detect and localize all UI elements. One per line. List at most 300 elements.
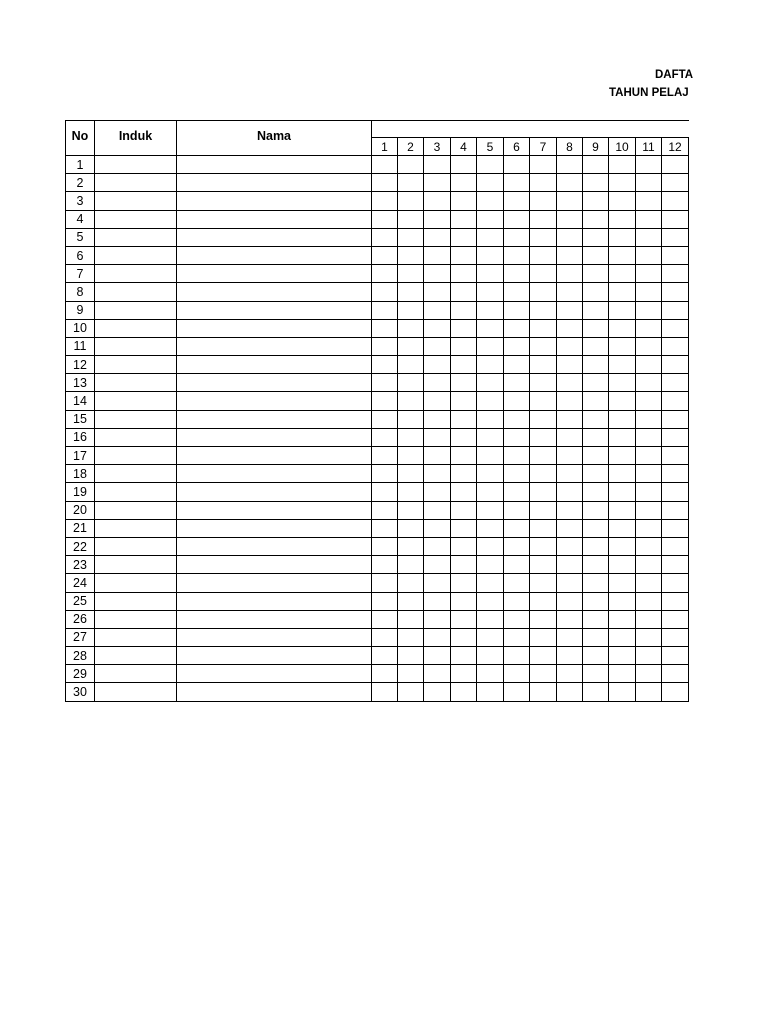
attendance-cell[interactable] [372,265,398,283]
attendance-cell[interactable] [504,665,530,683]
attendance-cell[interactable] [424,356,451,374]
attendance-cell[interactable] [398,301,424,319]
attendance-cell[interactable] [424,192,451,210]
attendance-cell[interactable] [636,665,662,683]
attendance-cell[interactable] [530,665,557,683]
attendance-cell[interactable] [477,156,504,174]
attendance-cell[interactable] [609,356,636,374]
attendance-cell[interactable] [583,574,609,592]
attendance-cell[interactable] [424,556,451,574]
nama-cell[interactable] [177,374,372,392]
attendance-cell[interactable] [583,519,609,537]
attendance-cell[interactable] [398,610,424,628]
attendance-cell[interactable] [583,337,609,355]
attendance-cell[interactable] [557,519,583,537]
attendance-cell[interactable] [662,228,689,246]
attendance-cell[interactable] [398,410,424,428]
attendance-cell[interactable] [636,610,662,628]
attendance-cell[interactable] [609,665,636,683]
nama-cell[interactable] [177,410,372,428]
attendance-cell[interactable] [530,337,557,355]
attendance-cell[interactable] [609,156,636,174]
induk-cell[interactable] [95,265,177,283]
attendance-cell[interactable] [424,210,451,228]
attendance-cell[interactable] [530,610,557,628]
attendance-cell[interactable] [372,665,398,683]
attendance-cell[interactable] [530,428,557,446]
attendance-cell[interactable] [557,319,583,337]
attendance-cell[interactable] [557,647,583,665]
nama-cell[interactable] [177,683,372,701]
attendance-cell[interactable] [451,519,477,537]
attendance-cell[interactable] [557,265,583,283]
attendance-cell[interactable] [424,574,451,592]
attendance-cell[interactable] [530,447,557,465]
attendance-cell[interactable] [662,392,689,410]
attendance-cell[interactable] [451,174,477,192]
attendance-cell[interactable] [583,265,609,283]
induk-cell[interactable] [95,283,177,301]
attendance-cell[interactable] [583,465,609,483]
attendance-cell[interactable] [530,301,557,319]
induk-cell[interactable] [95,392,177,410]
attendance-cell[interactable] [530,392,557,410]
attendance-cell[interactable] [504,210,530,228]
attendance-cell[interactable] [662,246,689,264]
attendance-cell[interactable] [609,465,636,483]
induk-cell[interactable] [95,483,177,501]
attendance-cell[interactable] [398,246,424,264]
induk-cell[interactable] [95,374,177,392]
attendance-cell[interactable] [424,628,451,646]
attendance-cell[interactable] [609,319,636,337]
attendance-cell[interactable] [662,337,689,355]
induk-cell[interactable] [95,301,177,319]
attendance-cell[interactable] [557,592,583,610]
attendance-cell[interactable] [398,556,424,574]
attendance-cell[interactable] [636,628,662,646]
attendance-cell[interactable] [504,447,530,465]
attendance-cell[interactable] [583,319,609,337]
attendance-cell[interactable] [609,301,636,319]
nama-cell[interactable] [177,228,372,246]
nama-cell[interactable] [177,210,372,228]
attendance-cell[interactable] [451,483,477,501]
attendance-cell[interactable] [451,374,477,392]
attendance-cell[interactable] [424,301,451,319]
nama-cell[interactable] [177,647,372,665]
attendance-cell[interactable] [583,374,609,392]
attendance-cell[interactable] [451,392,477,410]
attendance-cell[interactable] [504,392,530,410]
attendance-cell[interactable] [583,447,609,465]
attendance-cell[interactable] [636,283,662,301]
attendance-cell[interactable] [557,392,583,410]
induk-cell[interactable] [95,174,177,192]
induk-cell[interactable] [95,610,177,628]
attendance-cell[interactable] [398,392,424,410]
attendance-cell[interactable] [557,283,583,301]
attendance-cell[interactable] [398,156,424,174]
attendance-cell[interactable] [609,174,636,192]
attendance-cell[interactable] [636,519,662,537]
attendance-cell[interactable] [530,683,557,701]
attendance-cell[interactable] [530,501,557,519]
attendance-cell[interactable] [609,410,636,428]
attendance-cell[interactable] [451,301,477,319]
attendance-cell[interactable] [557,628,583,646]
attendance-cell[interactable] [583,283,609,301]
attendance-cell[interactable] [424,392,451,410]
attendance-cell[interactable] [636,410,662,428]
attendance-cell[interactable] [451,683,477,701]
attendance-cell[interactable] [477,537,504,555]
attendance-cell[interactable] [451,210,477,228]
attendance-cell[interactable] [636,501,662,519]
attendance-cell[interactable] [662,156,689,174]
induk-cell[interactable] [95,156,177,174]
attendance-cell[interactable] [636,447,662,465]
attendance-cell[interactable] [372,428,398,446]
attendance-cell[interactable] [530,265,557,283]
attendance-cell[interactable] [372,683,398,701]
induk-cell[interactable] [95,447,177,465]
attendance-cell[interactable] [424,228,451,246]
nama-cell[interactable] [177,628,372,646]
attendance-cell[interactable] [530,465,557,483]
attendance-cell[interactable] [504,556,530,574]
attendance-cell[interactable] [609,447,636,465]
attendance-cell[interactable] [504,410,530,428]
attendance-cell[interactable] [583,156,609,174]
attendance-cell[interactable] [583,210,609,228]
attendance-cell[interactable] [477,337,504,355]
attendance-cell[interactable] [583,610,609,628]
attendance-cell[interactable] [372,156,398,174]
attendance-cell[interactable] [662,374,689,392]
attendance-cell[interactable] [662,174,689,192]
attendance-cell[interactable] [662,519,689,537]
attendance-cell[interactable] [636,301,662,319]
attendance-cell[interactable] [477,647,504,665]
attendance-cell[interactable] [477,374,504,392]
induk-cell[interactable] [95,465,177,483]
attendance-cell[interactable] [662,301,689,319]
attendance-cell[interactable] [609,483,636,501]
attendance-cell[interactable] [398,337,424,355]
nama-cell[interactable] [177,610,372,628]
attendance-cell[interactable] [424,156,451,174]
attendance-cell[interactable] [477,265,504,283]
attendance-cell[interactable] [372,519,398,537]
attendance-cell[interactable] [398,592,424,610]
attendance-cell[interactable] [477,301,504,319]
attendance-cell[interactable] [477,483,504,501]
attendance-cell[interactable] [557,537,583,555]
attendance-cell[interactable] [557,356,583,374]
attendance-cell[interactable] [662,683,689,701]
attendance-cell[interactable] [530,192,557,210]
attendance-cell[interactable] [636,210,662,228]
attendance-cell[interactable] [557,447,583,465]
attendance-cell[interactable] [424,647,451,665]
attendance-cell[interactable] [636,356,662,374]
attendance-cell[interactable] [372,447,398,465]
attendance-cell[interactable] [609,556,636,574]
attendance-cell[interactable] [451,647,477,665]
attendance-cell[interactable] [504,174,530,192]
attendance-cell[interactable] [477,683,504,701]
attendance-cell[interactable] [477,501,504,519]
attendance-cell[interactable] [636,174,662,192]
induk-cell[interactable] [95,574,177,592]
induk-cell[interactable] [95,665,177,683]
attendance-cell[interactable] [557,374,583,392]
attendance-cell[interactable] [530,592,557,610]
attendance-cell[interactable] [424,501,451,519]
attendance-cell[interactable] [636,574,662,592]
attendance-cell[interactable] [504,228,530,246]
attendance-cell[interactable] [504,301,530,319]
attendance-cell[interactable] [451,265,477,283]
attendance-cell[interactable] [609,647,636,665]
nama-cell[interactable] [177,556,372,574]
attendance-cell[interactable] [636,465,662,483]
attendance-cell[interactable] [372,628,398,646]
attendance-cell[interactable] [504,501,530,519]
attendance-cell[interactable] [451,665,477,683]
attendance-cell[interactable] [504,610,530,628]
attendance-cell[interactable] [398,465,424,483]
attendance-cell[interactable] [477,210,504,228]
induk-cell[interactable] [95,628,177,646]
attendance-cell[interactable] [530,574,557,592]
attendance-cell[interactable] [583,501,609,519]
attendance-cell[interactable] [504,647,530,665]
attendance-cell[interactable] [662,665,689,683]
attendance-cell[interactable] [424,265,451,283]
attendance-cell[interactable] [398,374,424,392]
attendance-cell[interactable] [451,192,477,210]
attendance-cell[interactable] [557,174,583,192]
induk-cell[interactable] [95,647,177,665]
nama-cell[interactable] [177,156,372,174]
nama-cell[interactable] [177,337,372,355]
induk-cell[interactable] [95,519,177,537]
attendance-cell[interactable] [372,319,398,337]
attendance-cell[interactable] [504,246,530,264]
attendance-cell[interactable] [530,174,557,192]
attendance-cell[interactable] [636,683,662,701]
induk-cell[interactable] [95,356,177,374]
attendance-cell[interactable] [636,319,662,337]
attendance-cell[interactable] [424,519,451,537]
attendance-cell[interactable] [504,337,530,355]
attendance-cell[interactable] [424,428,451,446]
attendance-cell[interactable] [477,574,504,592]
attendance-cell[interactable] [372,246,398,264]
nama-cell[interactable] [177,301,372,319]
attendance-cell[interactable] [530,628,557,646]
nama-cell[interactable] [177,537,372,555]
attendance-cell[interactable] [557,501,583,519]
attendance-cell[interactable] [583,356,609,374]
attendance-cell[interactable] [372,465,398,483]
attendance-cell[interactable] [398,228,424,246]
attendance-cell[interactable] [451,356,477,374]
attendance-cell[interactable] [662,647,689,665]
attendance-cell[interactable] [504,683,530,701]
attendance-cell[interactable] [609,374,636,392]
attendance-cell[interactable] [636,374,662,392]
nama-cell[interactable] [177,483,372,501]
induk-cell[interactable] [95,537,177,555]
attendance-cell[interactable] [398,574,424,592]
attendance-cell[interactable] [662,574,689,592]
nama-cell[interactable] [177,265,372,283]
attendance-cell[interactable] [398,683,424,701]
induk-cell[interactable] [95,319,177,337]
attendance-cell[interactable] [636,483,662,501]
attendance-cell[interactable] [609,683,636,701]
attendance-cell[interactable] [609,592,636,610]
attendance-cell[interactable] [530,156,557,174]
attendance-cell[interactable] [372,210,398,228]
attendance-cell[interactable] [424,174,451,192]
attendance-cell[interactable] [477,519,504,537]
attendance-cell[interactable] [477,392,504,410]
nama-cell[interactable] [177,192,372,210]
attendance-cell[interactable] [398,428,424,446]
attendance-cell[interactable] [609,210,636,228]
attendance-cell[interactable] [372,410,398,428]
attendance-cell[interactable] [504,592,530,610]
attendance-cell[interactable] [583,647,609,665]
nama-cell[interactable] [177,465,372,483]
attendance-cell[interactable] [424,447,451,465]
attendance-cell[interactable] [398,628,424,646]
attendance-cell[interactable] [477,410,504,428]
induk-cell[interactable] [95,683,177,701]
attendance-cell[interactable] [530,374,557,392]
attendance-cell[interactable] [557,210,583,228]
attendance-cell[interactable] [662,428,689,446]
attendance-cell[interactable] [372,337,398,355]
attendance-cell[interactable] [504,319,530,337]
attendance-cell[interactable] [504,192,530,210]
attendance-cell[interactable] [372,192,398,210]
attendance-cell[interactable] [583,683,609,701]
attendance-cell[interactable] [609,428,636,446]
attendance-cell[interactable] [609,337,636,355]
attendance-cell[interactable] [583,537,609,555]
attendance-cell[interactable] [557,483,583,501]
attendance-cell[interactable] [583,192,609,210]
attendance-cell[interactable] [451,246,477,264]
attendance-cell[interactable] [372,374,398,392]
attendance-cell[interactable] [583,665,609,683]
attendance-cell[interactable] [477,428,504,446]
induk-cell[interactable] [95,192,177,210]
attendance-cell[interactable] [372,301,398,319]
attendance-cell[interactable] [636,228,662,246]
induk-cell[interactable] [95,592,177,610]
attendance-cell[interactable] [451,337,477,355]
attendance-cell[interactable] [557,465,583,483]
attendance-cell[interactable] [662,465,689,483]
attendance-cell[interactable] [477,228,504,246]
attendance-cell[interactable] [372,574,398,592]
attendance-cell[interactable] [662,483,689,501]
attendance-cell[interactable] [609,228,636,246]
attendance-cell[interactable] [530,519,557,537]
attendance-cell[interactable] [451,592,477,610]
nama-cell[interactable] [177,665,372,683]
attendance-cell[interactable] [398,537,424,555]
attendance-cell[interactable] [372,228,398,246]
attendance-cell[interactable] [451,228,477,246]
attendance-cell[interactable] [372,174,398,192]
attendance-cell[interactable] [451,447,477,465]
attendance-cell[interactable] [530,647,557,665]
attendance-cell[interactable] [530,556,557,574]
attendance-cell[interactable] [530,483,557,501]
attendance-cell[interactable] [504,519,530,537]
attendance-cell[interactable] [583,556,609,574]
nama-cell[interactable] [177,428,372,446]
attendance-cell[interactable] [477,283,504,301]
attendance-cell[interactable] [662,210,689,228]
attendance-cell[interactable] [636,537,662,555]
attendance-cell[interactable] [636,337,662,355]
attendance-cell[interactable] [557,337,583,355]
attendance-cell[interactable] [398,210,424,228]
attendance-cell[interactable] [583,392,609,410]
attendance-cell[interactable] [504,428,530,446]
nama-cell[interactable] [177,501,372,519]
attendance-cell[interactable] [372,556,398,574]
attendance-cell[interactable] [504,465,530,483]
attendance-cell[interactable] [372,501,398,519]
attendance-cell[interactable] [398,447,424,465]
attendance-cell[interactable] [451,501,477,519]
attendance-cell[interactable] [477,246,504,264]
attendance-cell[interactable] [424,246,451,264]
attendance-cell[interactable] [557,610,583,628]
attendance-cell[interactable] [530,537,557,555]
induk-cell[interactable] [95,246,177,264]
attendance-cell[interactable] [609,246,636,264]
attendance-cell[interactable] [504,265,530,283]
attendance-cell[interactable] [398,283,424,301]
attendance-cell[interactable] [451,610,477,628]
attendance-cell[interactable] [609,283,636,301]
induk-cell[interactable] [95,501,177,519]
attendance-cell[interactable] [662,356,689,374]
attendance-cell[interactable] [451,628,477,646]
attendance-cell[interactable] [636,647,662,665]
attendance-cell[interactable] [609,519,636,537]
attendance-cell[interactable] [424,483,451,501]
attendance-cell[interactable] [398,647,424,665]
attendance-cell[interactable] [424,337,451,355]
attendance-cell[interactable] [424,410,451,428]
attendance-cell[interactable] [504,283,530,301]
attendance-cell[interactable] [557,228,583,246]
attendance-cell[interactable] [372,647,398,665]
attendance-cell[interactable] [372,483,398,501]
attendance-cell[interactable] [398,174,424,192]
